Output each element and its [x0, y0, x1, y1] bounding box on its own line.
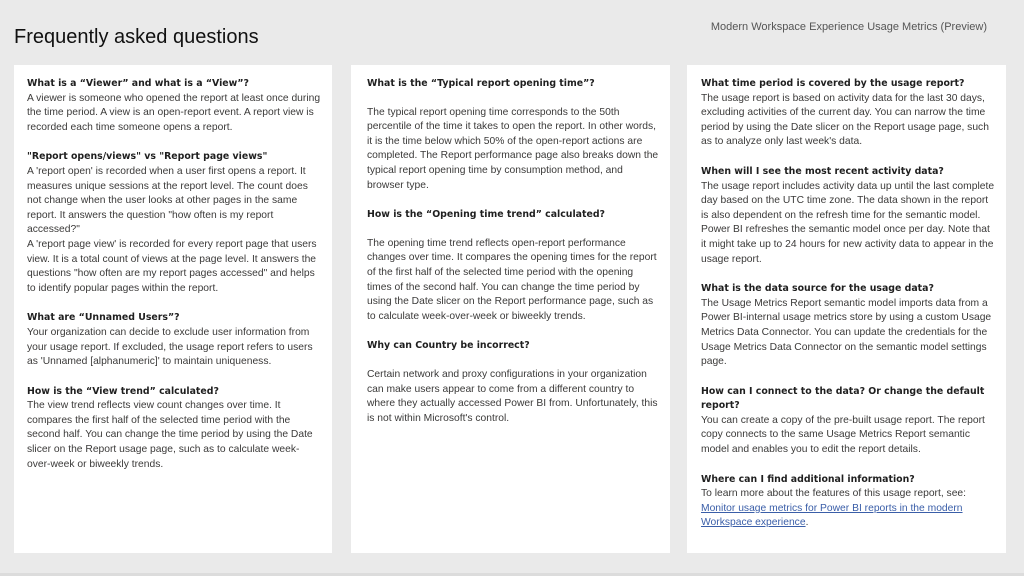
faq-answer	[701, 487, 996, 531]
faq-answer	[367, 237, 660, 325]
faq-panel-3	[687, 65, 1006, 553]
faq-recent-activity	[701, 165, 996, 267]
faq-question: How is the “Opening time trend” calculated?	[367, 209, 606, 221]
faq-answer-text: You can create a copy of the pre-built usage report. The report copy connects to the same Usage Metrics Report semantic model and enables you to edit the report details.	[701, 414, 985, 456]
faq-question: When will I see the most recent activity data?	[701, 165, 944, 177]
faq-answer	[701, 92, 996, 150]
faq-question: "Report opens/views" vs "Report page views"	[27, 151, 268, 163]
faq-answer-link-line	[701, 502, 996, 531]
faq-answer-text: A 'report open' is recorded when a user first opens a report. It measures unique sessions at the report level. The count does not change when the user looks at other pages in the same report. It answers the question "how often is my report accessed?"	[27, 165, 308, 236]
faq-question: What is the “Typical report opening time”?	[367, 78, 595, 89]
report-name: Modern Workspace Experience Usage Metrics (Preview)	[710, 21, 987, 33]
faq-question: How can I connect to the data? Or change the default report?	[701, 385, 985, 412]
faq-answer	[27, 399, 322, 472]
faq-panel-1	[14, 65, 332, 553]
faq-answer	[27, 326, 322, 370]
faq-answer	[27, 92, 322, 136]
faq-question: Why can Country be incorrect?	[367, 340, 530, 352]
faq-viewer-vs-view	[27, 77, 322, 135]
faq-time-period	[701, 77, 996, 150]
faq-answer-text: A 'report page view' is recorded for every report page that users view. It is a total count of views at the page level. It answers the questions "how often are my report pages accessed" and helps to identify popular pages within the report.	[27, 238, 317, 294]
page-title: Frequently asked questions	[14, 26, 259, 48]
faq-answer	[367, 106, 660, 194]
faq-answer	[27, 165, 322, 296]
faq-answer-text: To learn more about the features of this usage report, see:	[701, 488, 967, 500]
faq-question: What time period is covered by the usage report?	[701, 78, 965, 89]
faq-unnamed-users	[27, 311, 322, 369]
faq-panel-2	[351, 65, 670, 553]
faq-question: How is the “View trend” calculated?	[27, 385, 219, 397]
faq-additional-info	[701, 473, 996, 531]
faq-typical-opening-time	[367, 77, 660, 193]
faq-answer	[701, 180, 996, 268]
faq-answer-text: Your organization can decide to exclude user information from your usage report. If excluded, the usage report refers to users as 'Unnamed [alphanumeric]' to maintain uniqueness.	[27, 326, 313, 368]
faq-view-trend	[27, 385, 322, 473]
faq-question: What are “Unnamed Users”?	[27, 312, 180, 324]
faq-country-incorrect	[367, 339, 660, 426]
faq-answer	[367, 368, 660, 426]
faq-answer-text: The usage report includes activity data up until the last complete day based on the UTC time zone. The data shown in the report is also dependent on the refresh time for the semantic model. Power BI refreshes the semantic model once per day. Note that it might take up to 24 hours for new activity data to appear in the usage report.	[701, 180, 995, 265]
faq-answer-text: The opening time trend reflects open-report performance changes over time. It compares the opening times for the report of the first half of the selected time period with the opening times of the second half. You can change the time period by using the Date slicer on the Report performance page, such as to calculate week-over-week or biweekly trends.	[367, 237, 657, 322]
faq-answer-text: The usage report is based on activity data for the last 30 days, excluding activities of the current day. You can narrow the time period by using the Date slicer on the Report usage page, such as to analyze only last week's data.	[701, 92, 989, 148]
faq-answer-text: The Usage Metrics Report semantic model imports data from a Power BI-internal usage metrics store by using a custom Usage Metrics Data Connector. You can update the credentials for the Usage Metrics Data Connector on the semantic model settings page.	[701, 297, 992, 368]
usage-metrics-docs-link[interactable]: Monitor usage metrics for Power BI reports in the modern Workspace experience	[701, 502, 963, 529]
faq-answer-text: The view trend reflects view count changes over time. It compares the first half of the selected time period with the second half. You can change the time period by using the Date slicer on the Report usage page, such as to calculate week-over-week or biweekly trends.	[27, 400, 313, 470]
faq-answer-text: Certain network and proxy configurations in your organization can make users appear to come from a different country to where they actually accessed Power BI from. Unfortunately, this is not within Microsoft's control.	[367, 368, 658, 424]
faq-opens-vs-page-views	[27, 150, 322, 296]
faq-data-source	[701, 282, 996, 370]
faq-connect-data	[701, 385, 996, 458]
faq-answer-text: A viewer is someone who opened the report at least once during the time period. A view is an open-report event. A report view is recorded each time someone opens a report.	[27, 92, 321, 133]
link-suffix: .	[805, 517, 809, 529]
faq-opening-time-trend	[367, 208, 660, 324]
faq-answer	[701, 297, 996, 370]
faq-answer-text: The typical report opening time corresponds to the 50th percentile of the time it takes to open the report. In other words, it is the time below which 50% of the open-report actions are completed. The Report performance page also breaks down the typical report opening time by consumption method, and browser type.	[367, 106, 659, 191]
faq-answer	[701, 414, 996, 458]
faq-question: What is a “Viewer” and what is a “View”?	[27, 78, 249, 89]
faq-question: What is the data source for the usage data?	[701, 283, 934, 295]
faq-question: Where can I find additional information?	[701, 473, 915, 485]
